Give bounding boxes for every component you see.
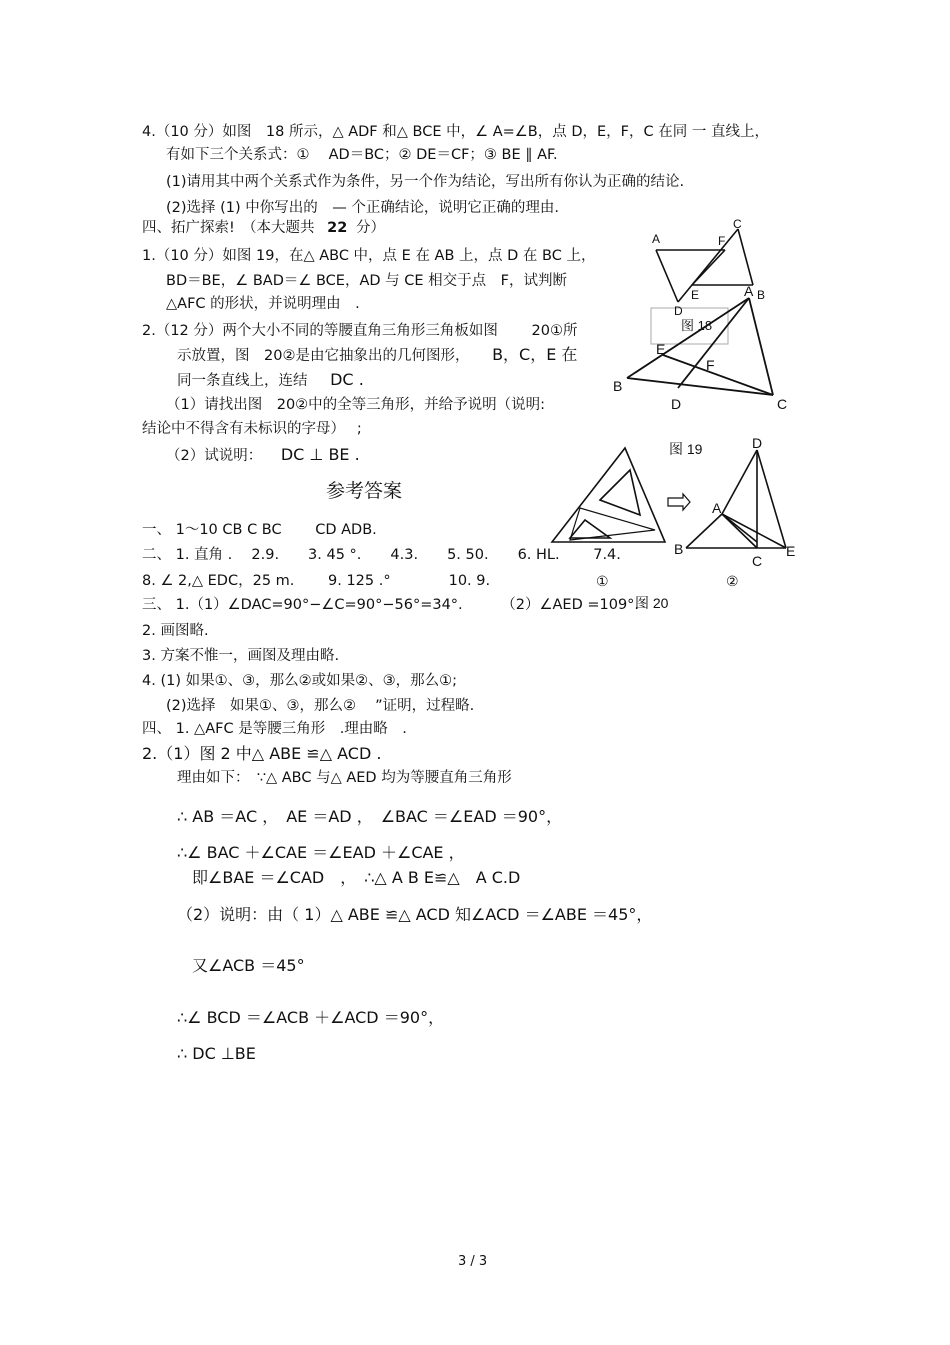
fig19-label-a: A xyxy=(744,283,754,299)
answer-15: （2）说明：由（ 1）△ ABE ≌△ ACD 知∠ACD ＝∠ABE ＝45°， xyxy=(177,905,653,924)
answer-10: 2.（1）图 2 中△ ABE ≌△ ACD . xyxy=(142,744,382,763)
answer-9: 四、 1. △AFC 是等腰三角形 .理由略 . xyxy=(142,721,407,737)
fig19-label-c: C xyxy=(777,396,788,412)
p2-line2 xyxy=(177,346,577,365)
p1-line3: △AFC 的形状，并说明理由 . xyxy=(166,296,360,312)
fig18-label-c: C xyxy=(733,217,742,231)
fig19-label-e: E xyxy=(656,341,666,357)
figure-19 xyxy=(605,283,805,418)
answer-11: 理由如下： ∵△ ABC 与△ AED 均为等腰直角三角形 xyxy=(177,770,512,786)
fig18-label-d: D xyxy=(674,304,683,318)
figure-20 xyxy=(540,430,810,640)
fig20-caption: 图 20 xyxy=(635,595,669,611)
fig20-label-c: C xyxy=(752,553,763,569)
p2-line5: 结论中不得含有未标识的字母） ; xyxy=(142,421,362,437)
fig20-label-a: A xyxy=(712,500,722,516)
fig20-label-e: E xyxy=(786,543,796,559)
fig18-label-b: B xyxy=(757,288,766,302)
section-unit: 分） xyxy=(355,220,385,236)
p2-line1: 2.（12 分）两个大小不同的等腰直角三角形三角板如图 20①所 xyxy=(142,323,578,339)
fig19-label-f: F xyxy=(706,357,715,373)
answer-6: 3. 方案不惟一，画图及理由略. xyxy=(142,648,340,664)
p2-line2-points: B，C，E 在 xyxy=(492,345,578,364)
answer-1: 一、 1～10 CB C BC CD ADB. xyxy=(142,522,377,538)
fig18-label-e: E xyxy=(691,288,700,302)
p2-line3-dc: DC . xyxy=(330,370,364,389)
q4-line2: 有如下三个关系式：① AD＝BC；② DE＝CF；③ BE ∥ AF. xyxy=(166,147,558,163)
p2-line3 xyxy=(177,371,364,390)
answer-12: ∴ AB ＝AC ， AE ＝AD ， ∠BAC ＝∠EAD ＝90°， xyxy=(177,807,563,826)
p2-line2-text: 示放置，图 20②是由它抽象出的几何图形， xyxy=(177,348,470,364)
answer-17: ∴∠ BCD ＝∠ACB ＋∠ACD ＝90°， xyxy=(177,1008,445,1027)
fig18-label-f: F xyxy=(718,234,726,248)
fig19-caption: 图 19 xyxy=(669,441,703,457)
answer-5: 2. 画图略. xyxy=(142,623,209,639)
q4-line3: (1)请用其中两个关系式作为条件，另一个作为结论，写出所有你认为正确的结论. xyxy=(166,174,685,190)
q4-line4: (2)选择 (1) 中你写出的 — 个正确结论，说明它正确的理由. xyxy=(166,200,560,216)
p2-line3-text: 同一条直线上，连结 xyxy=(177,373,308,389)
p2-line4: （1）请找出图 20②中的全等三角形，并给予说明（说明: xyxy=(166,397,546,413)
fig20-subcaption-1: ① xyxy=(596,573,609,589)
answer-13: ∴∠ BAC ＋∠CAE ＝∠EAD ＋∠CAE ， xyxy=(177,843,465,862)
fig20-label-d: D xyxy=(752,435,763,451)
answers-title: 参考答案 xyxy=(326,480,403,502)
fig20-label-b: B xyxy=(674,541,684,557)
p1-line1: 1.（10 分）如图 19，在△ ABC 中，点 E 在 AB 上，点 D 在 BC 上， xyxy=(142,248,596,264)
fig19-label-d: D xyxy=(671,396,682,412)
answer-4b: （2）∠AED =109°. xyxy=(501,597,640,613)
fig18-label-a: A xyxy=(652,232,661,246)
p1-line2: BD＝BE，∠ BAD＝∠ BCE，AD 与 CE 相交于点 F，试判断 xyxy=(166,273,567,289)
fig18-caption: 图 18 xyxy=(681,318,713,333)
p2-line6-expr: DC ⊥ BE . xyxy=(280,445,360,464)
answer-18: ∴ DC ⊥BE xyxy=(177,1044,256,1063)
answer-14: 即∠BAE ＝∠CAD ， ∴△ A B E≌△ A C.D xyxy=(192,868,521,887)
answer-16: 又∠ACB ＝45° xyxy=(192,956,305,975)
answer-7: 4. (1) 如果①、③，那么②或如果②、③，那么①; xyxy=(142,673,457,689)
answer-8: (2)选择 如果①、③，那么② ”证明，过程略. xyxy=(166,698,475,714)
fig19-label-b: B xyxy=(613,378,623,394)
section-heading-text: 四、拓广探索! （本大题共 xyxy=(142,220,315,236)
fig20-subcaption-2: ② xyxy=(726,573,739,589)
section-points: 22 xyxy=(327,220,348,236)
answer-2: 二、 1. 直角 . 2.9. 3. 45 °. 4.3. 5. 50. 6. HL. 7.4. xyxy=(142,547,621,563)
p2-line6 xyxy=(166,446,360,465)
page-number: 3 / 3 xyxy=(458,1254,488,1269)
q4-line1: 4.（10 分）如图 18 所示，△ ADF 和△ BCE 中，∠ A=∠B，点 D，E，F，C 在同 一 直线上， xyxy=(142,124,769,140)
answer-3: 8. ∠ 2,△ EDC，25 m. 9. 125 .° 10. 9. xyxy=(142,573,491,589)
section-heading xyxy=(142,219,385,237)
answer-4a: 三、 1.（1）∠DAC=90°−∠C=90°−56°=34°. xyxy=(142,597,463,613)
p2-line6-text: （2）试说明： xyxy=(166,448,263,464)
